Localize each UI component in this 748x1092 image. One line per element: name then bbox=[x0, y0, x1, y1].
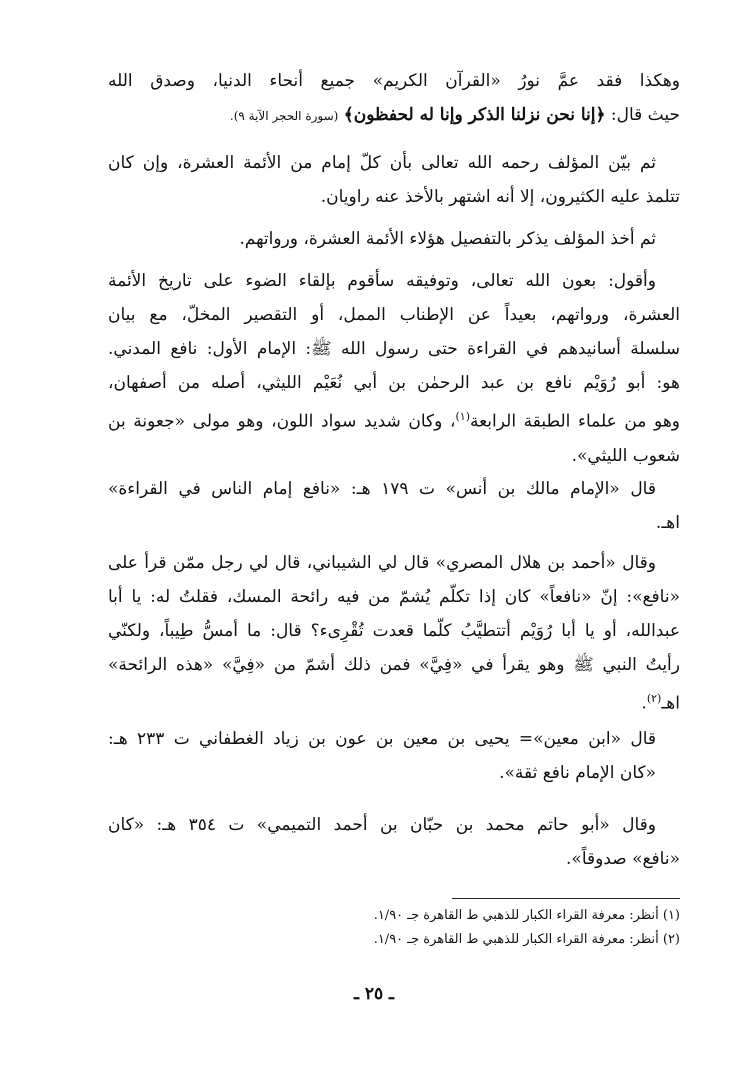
text-line: شعوب الليثي». bbox=[571, 445, 680, 466]
text-line: وهكذا فقد عمَّ نورُ «القرآن الكريم» جميع أنحاء الدنيا، وصدق الله bbox=[108, 71, 680, 91]
text-line: «نافع»: إنّ «نافعاً» كان إذا تكلّم يُشمّ من فيه رائحة المسك، فقلتُ له: يا أبا bbox=[108, 587, 680, 607]
text-line: ثم أخذ المؤلف يذكر بالتفصيل هؤلاء الأئمة العشرة، ورواتهم. bbox=[239, 229, 656, 249]
footnote-1: (١) أنظر: معرفة القراء الكبار للذهبي ط القاهرة جـ ١/٩٠. bbox=[373, 908, 680, 923]
text-line bbox=[108, 400, 680, 439]
text-line: عبدالله، أو يا أبا رُوَيْم أتتطيَّبُ كلّما قعدت تُقْرِىء؟ قال: ما أمسُّ طِيباً، ولكنّي bbox=[108, 621, 680, 641]
text-segment: وهو من علماء الطبقة الرابعة bbox=[469, 411, 680, 432]
text-line: قال «ابن معين»= يحيى بن معين بن عون بن زياد الغطفاني ت ٢٣٣ هـ: bbox=[108, 729, 656, 749]
text-line: سلسلة أسانيدهم في القراءة حتى رسول الله ﷺ: الإمام الأول: نافع المدني. bbox=[108, 339, 680, 359]
paragraph-ibn-hibban-quote bbox=[108, 808, 680, 876]
text-segment: ، وكان شديد سواد اللون، وهو مولى «جعونة بن bbox=[108, 411, 456, 432]
text-line bbox=[108, 682, 680, 721]
footnote-2: (٢) أنظر: معرفة القراء الكبار للذهبي ط القاهرة جـ ١/٩٠. bbox=[373, 932, 680, 947]
paragraph-ibn-main-quote bbox=[108, 722, 680, 790]
text-line: قال «الإمام مالك بن أنس» ت ١٧٩ هـ: «نافع إمام الناس في القراءة» bbox=[108, 479, 656, 499]
text-line: العشرة، ورواتهم، بعيداً عن الإطناب الممل، أو التقصير المخلّ، مع بيان bbox=[108, 305, 680, 325]
text-line: وقال «أبو حاتم محمد بن حبّان بن أحمد التميمي» ت ٣٥٤ هـ: «كان bbox=[108, 815, 656, 835]
text-line: ثم بيّن المؤلف رحمه الله تعالى بأن كلّ إمام من الأئمة العشرة، وإن كان bbox=[108, 153, 656, 173]
footnotes bbox=[300, 904, 680, 952]
text-segment: . bbox=[641, 693, 647, 714]
text-line: وأقول: بعون الله تعالى، وتوفيقه سأقوم بإلقاء الضوء على تاريخ الأئمة bbox=[108, 271, 656, 291]
text-line bbox=[108, 98, 680, 133]
paragraph-musk-story bbox=[108, 546, 680, 721]
text-segment: حيث قال: bbox=[605, 105, 680, 125]
text-line: هو: أبو رُوَيْم نافع بن عبد الرحمٰن بن أبي نُعَيْم الليثي، أصله من أصفهان، bbox=[108, 373, 680, 393]
verse-reference: (سورة الحجر الآية ٩). bbox=[229, 109, 339, 123]
footnote-marker: (٢) bbox=[646, 692, 662, 705]
paragraph-quran-spread bbox=[108, 64, 680, 133]
paragraph-imam-malik-quote bbox=[108, 472, 680, 540]
footnote-divider bbox=[452, 898, 680, 899]
paragraph-author-details bbox=[108, 222, 680, 256]
page-number: ـ ٢٥ ـ bbox=[353, 984, 395, 1004]
paragraph-ten-imams bbox=[108, 146, 680, 214]
text-segment: اهـ bbox=[661, 693, 680, 714]
text-line: تتلمذ عليه الكثيرون، إلا أنه اشتهر بالأخذ عنه راويان. bbox=[320, 187, 680, 207]
quran-verse: ﴿إنا نحن نزلنا الذكر وإنا له لحفظون﴾ bbox=[343, 105, 606, 125]
text-line: وقال «أحمد بن هلال المصري» قال لي الشيباني، قال لي رجل ممّن قرأ على bbox=[108, 553, 656, 573]
text-line: اهـ. bbox=[655, 513, 680, 533]
paragraph-imam-nafi-intro bbox=[108, 264, 680, 473]
text-line: «نافع» صدوقاً». bbox=[566, 849, 680, 869]
text-line: «كان الإمام نافع ثقة». bbox=[499, 763, 656, 783]
text-line: رأيتُ النبي ﷺ وهو يقرأ في «فِيَّ» فمن ذلك أشمّ من «فِيَّ» «هذه الرائحة» bbox=[108, 655, 680, 675]
footnote-marker: (١) bbox=[455, 410, 470, 423]
